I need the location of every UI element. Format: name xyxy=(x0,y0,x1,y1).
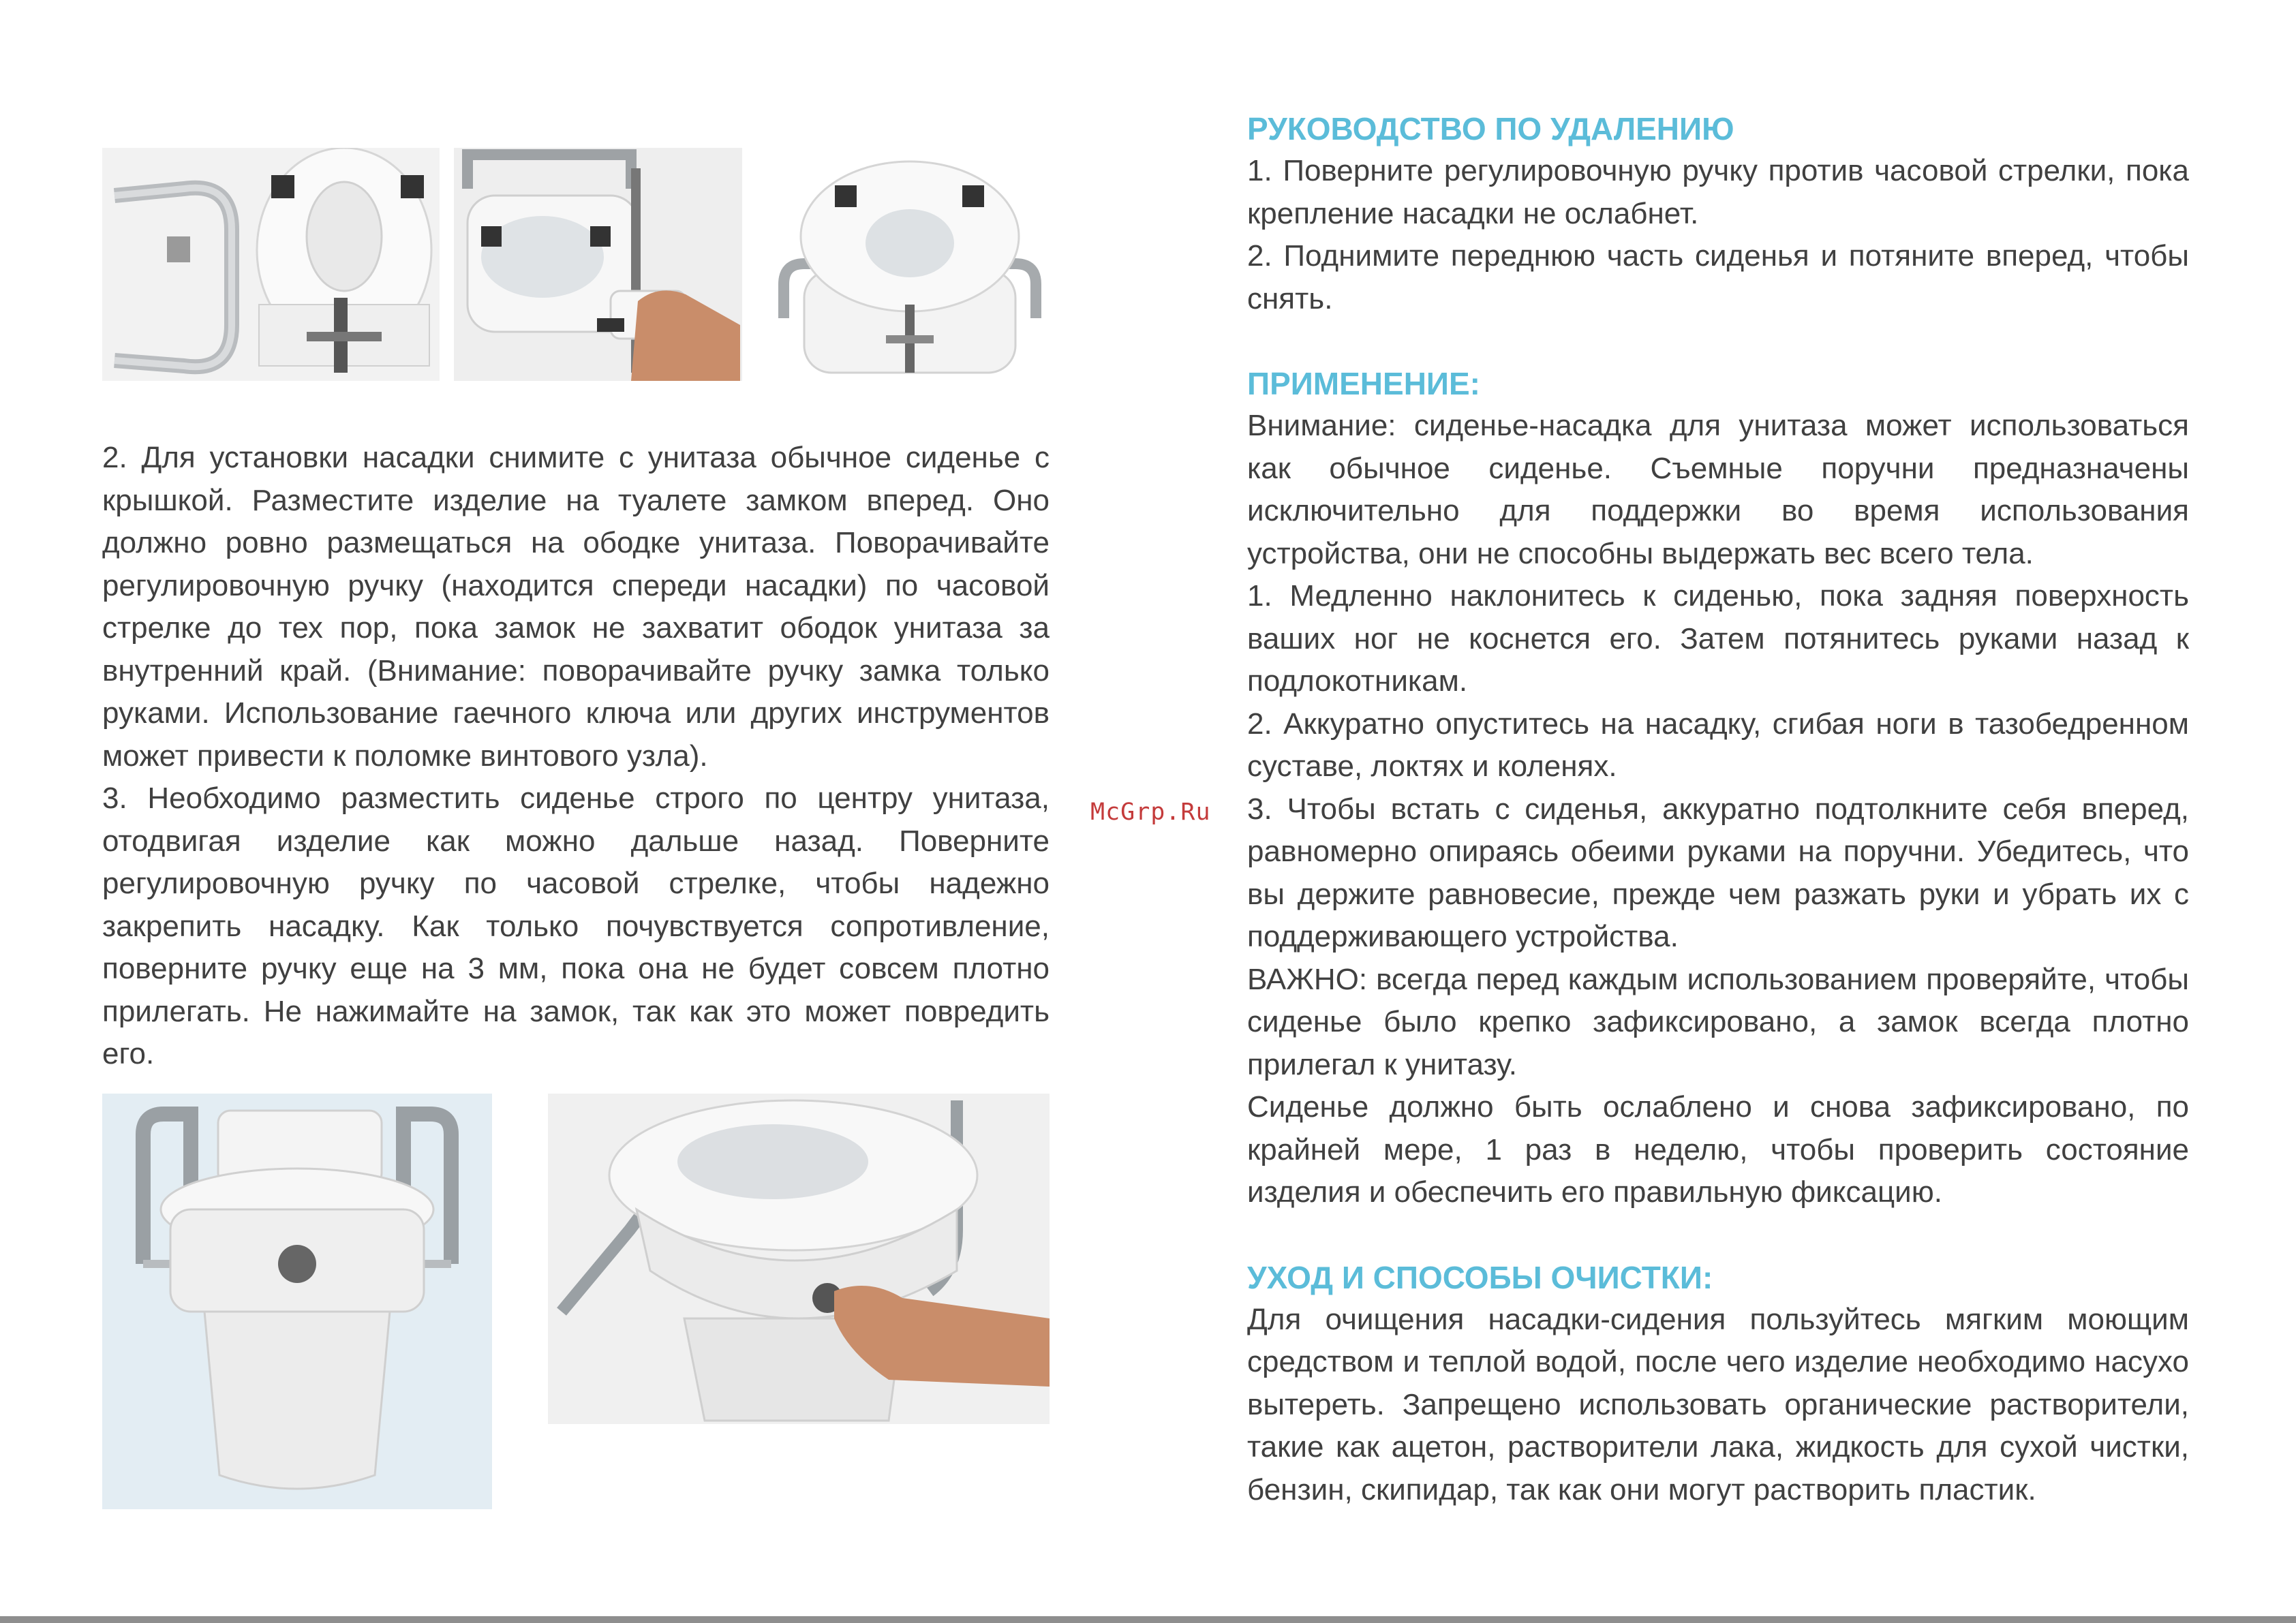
install-step-3: 3. Необходимо разместить сиденье строго по центру унитаза, отодвигая изделие как можно дальше назад. Поверните регулировочную ручку по часовой стрелке, чтобы надежно закрепить насадку. Как только почувствуется сопротивление, поверните ручку еще на 3 мм, пока она не будет совсем плотно прилегать. Не нажимайте на замок, так как это может повредить его. xyxy=(102,782,1050,1070)
photo-knob-adjust xyxy=(548,1094,1050,1424)
seat-with-handles-illustration xyxy=(777,148,1043,381)
photo-seat-with-handles xyxy=(777,148,1043,381)
usage-weekly-check: Сиденье должно быть ослаблено и снова зафиксировано, по крайней мере, 1 раз в неделю, чтобы проверить состояние изделия и обеспечить его правильную фиксацию. xyxy=(1247,1090,2189,1209)
watermark: McGrp.Ru xyxy=(1090,799,1211,826)
seat-install-illustration xyxy=(454,148,742,381)
usage-warning: Внимание: сиденье-насадка для унитаза может использоваться как обычное сиденье. Съемные поручни предназначены исключительно для поддержки во время использования устройства, они не способны выдержать вес всего тела. xyxy=(1247,409,2189,570)
removal-step-1: 1. Поверните регулировочную ручку против часовой стрелки, пока крепление насадки не ослабнет. xyxy=(1247,154,2189,230)
usage-heading: ПРИМЕНЕНИЕ: xyxy=(1247,366,1480,401)
parts-kit-illustration xyxy=(102,148,440,381)
page-bottom-border xyxy=(0,1616,2296,1623)
care-text: Для очищения насадки-сидения пользуйтесь мягким моющим средством и теплой водой, после чего изделие необходимо насухо вытереть. Запрещено использовать органические растворители, такие как ацетон, растворители лака, жидкость для сухой чистки, бензин, скипидар, так как они могут растворить пластик. xyxy=(1247,1302,2189,1506)
photo-parts-kit xyxy=(102,148,440,381)
usage-step-1: 1. Медленно наклонитесь к сиденью, пока задняя поверхность ваших ног не коснется его. Затем потянитесь руками назад к подлокотникам. xyxy=(1247,579,2189,698)
usage-step-2: 2. Аккуратно опуститесь на насадку, сгибая ноги в тазобедренном суставе, локтях и коленях. xyxy=(1247,707,2189,783)
removal-step-2: 2. Поднимите переднюю часть сиденья и потяните вперед, чтобы снять. xyxy=(1247,239,2189,315)
usage-important: ВАЖНО: всегда перед каждым использованием проверяйте, чтобы сиденье было крепко зафиксировано, а замок всегда плотно прилегал к унитазу. xyxy=(1247,962,2189,1081)
left-text-column xyxy=(102,437,1050,1076)
install-step-2: 2. Для установки насадки снимите с унитаза обычное сиденье с крышкой. Разместите изделие на туалете замком вперед. Оно должно ровно размещаться на ободке унитаза. Поворачивайте регулировочную ручку (находится спереди насадки) по часовой стрелке до тех пор, пока замок не захватит ободок унитаза за внутренний край. (Внимание: поворачивайте ручку замка только руками. Использование гаечного ключа или других инструментов может привести к поломке винтового узла). xyxy=(102,441,1050,773)
care-heading: УХОД И СПОСОБЫ ОЧИСТКИ: xyxy=(1247,1259,1713,1295)
removal-heading: РУКОВОДСТВО ПО УДАЛЕНИЮ xyxy=(1247,111,1734,146)
photo-toilet-with-seat xyxy=(102,1094,492,1509)
usage-step-3: 3. Чтобы встать с сиденья, аккуратно подтолкните себя вперед, равномерно опираясь обеими руками на поручни. Убедитесь, что вы держите равновесие, прежде чем разжать руки и убрать их с поддерживающего устройства. xyxy=(1247,792,2189,953)
right-text-column xyxy=(1247,108,2189,1511)
knob-adjust-illustration xyxy=(548,1094,1050,1424)
photo-seat-install xyxy=(454,148,742,381)
toilet-with-seat-illustration xyxy=(102,1094,492,1509)
